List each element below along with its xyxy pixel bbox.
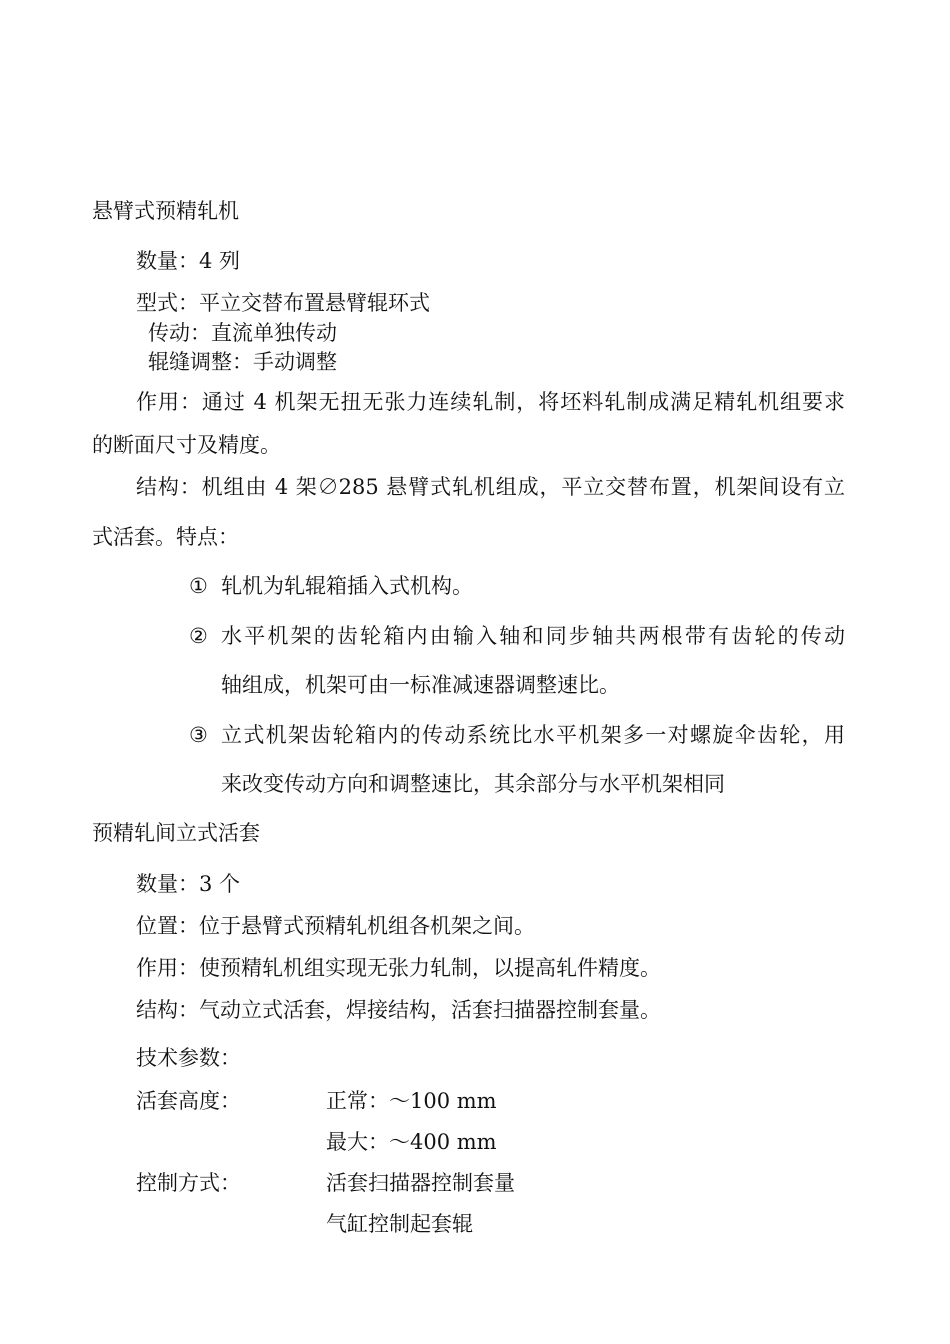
looper-position: 位置：位于悬臂式预精轧机组各机架之间。 xyxy=(136,914,535,938)
feature-2-marker: ② xyxy=(189,624,208,648)
param-value-control-cylinder: 气缸控制起套辊 xyxy=(326,1212,473,1236)
param-label-control-mode: 控制方式： xyxy=(136,1171,241,1195)
feature-2-line-1: 水平机架的齿轮箱内由输入轴和同步轴共两根带有齿轮的传动 xyxy=(221,624,845,648)
mill-function-line-1: 作用：通过 4 机架无扭无张力连续轧制，将坯料轧制成满足精轧机组要求 xyxy=(136,390,845,414)
mill-function-line-2: 的断面尺寸及精度。 xyxy=(92,433,281,457)
feature-2-line-2: 轴组成，机架可由一标准减速器调整速比。 xyxy=(221,673,620,697)
params-title: 技术参数： xyxy=(136,1046,241,1070)
param-value-control-scanner: 活套扫描器控制套量 xyxy=(326,1171,515,1195)
section-title-cantilever-mill: 悬臂式预精轧机 xyxy=(92,199,239,223)
feature-3-line-1: 立式机架齿轮箱内的传动系统比水平机架多一对螺旋伞齿轮，用 xyxy=(221,723,845,747)
mill-structure-line-1: 结构：机组由 4 架∅285 悬臂式轧机组成，平立交替布置，机架间设有立 xyxy=(136,475,845,499)
feature-3-line-2: 来改变传动方向和调整速比，其余部分与水平机架相同 xyxy=(221,772,725,796)
mill-type: 型式：平立交替布置悬臂辊环式 xyxy=(136,291,430,315)
mill-structure-line-2: 式活套。特点： xyxy=(92,525,239,549)
looper-quantity: 数量：3 个 xyxy=(136,872,241,896)
section-title-vertical-looper: 预精轧间立式活套 xyxy=(92,821,260,845)
mill-gap-adjust: 辊缝调整：手动调整 xyxy=(148,350,337,374)
looper-structure: 结构：气动立式活套，焊接结构，活套扫描器控制套量。 xyxy=(136,998,661,1022)
param-value-loop-height-normal: 正常：～100 mm xyxy=(326,1089,497,1113)
param-value-loop-height-max: 最大：～400 mm xyxy=(326,1130,497,1154)
feature-1-line-1: 轧机为轧辊箱插入式机构。 xyxy=(221,574,473,598)
feature-1-marker: ① xyxy=(189,574,208,598)
mill-drive: 传动：直流单独传动 xyxy=(148,321,337,345)
param-label-loop-height: 活套高度： xyxy=(136,1089,241,1113)
feature-3-marker: ③ xyxy=(189,723,208,747)
mill-quantity: 数量：4 列 xyxy=(136,249,241,273)
looper-function: 作用：使预精轧机组实现无张力轧制，以提高轧件精度。 xyxy=(136,956,661,980)
